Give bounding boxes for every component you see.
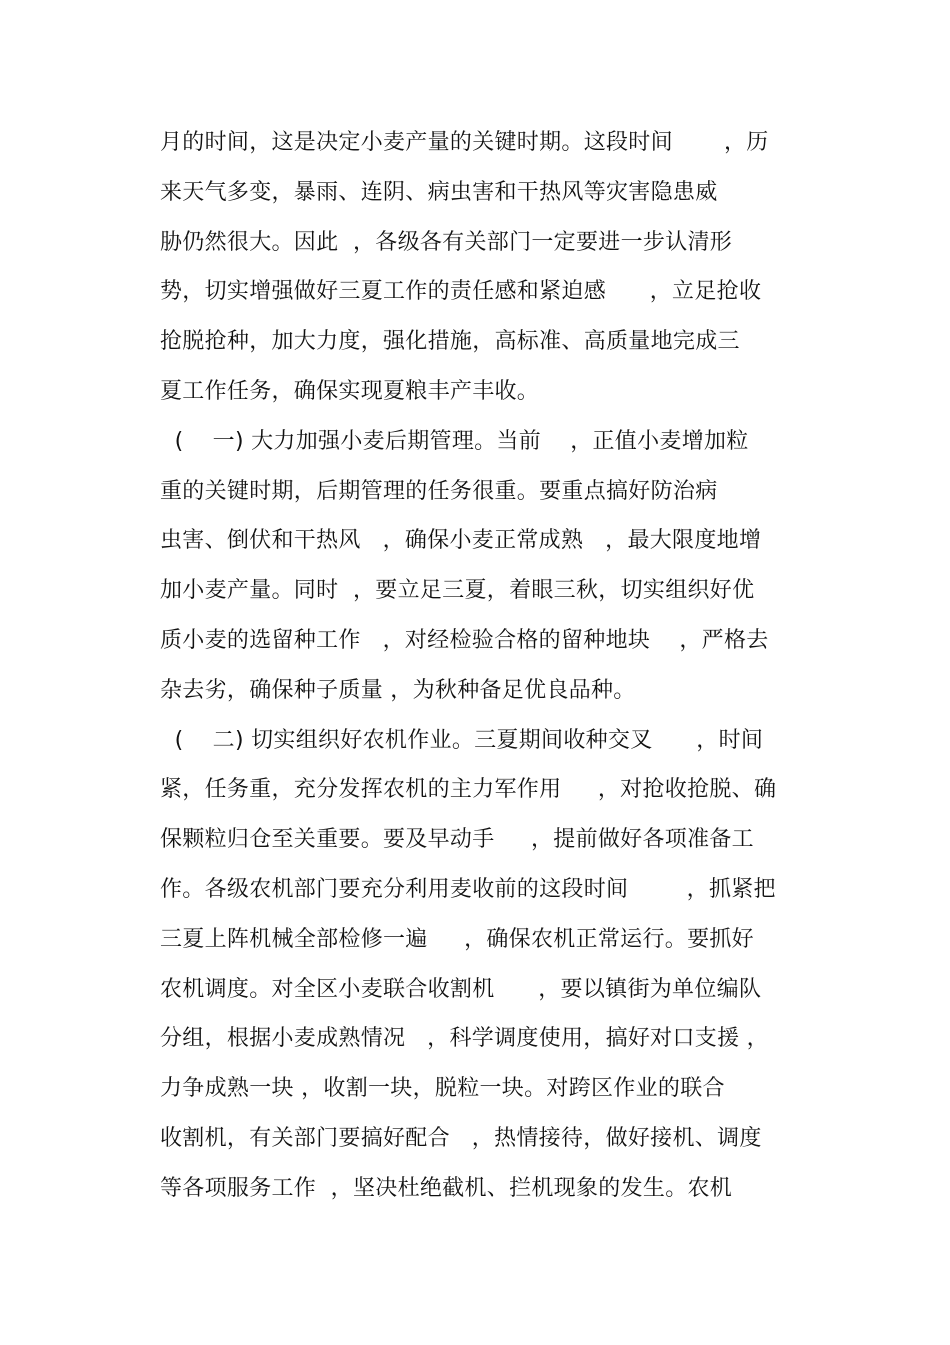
section-one-heading-line: ( 一) 大力加强小麦后期管理。当前 ，正值小麦增加粒: [160, 428, 749, 454]
text-line: 夏工作任务，确保实现夏粮丰产丰收。: [160, 378, 540, 404]
text-line: 虫害、倒伏和干热风 ，确保小麦正常成熟 ，最大限度地增: [160, 528, 762, 554]
text-line: 作。各级农机部门要充分利用麦收前的这段时间 ，抓紧把: [160, 876, 776, 902]
text-line: 势，切实增强做好三夏工作的责任感和紧迫感 ，立足抢收: [160, 279, 762, 305]
section-two-heading-line: ( 二) 切实组织好农机作业。三夏期间收种交叉 ，时间: [160, 727, 764, 753]
text-line: 三夏上阵机械全部检修一遍 ，确保农机正常运行。要抓好: [160, 926, 754, 952]
text-line: 加小麦产量。同时 ，要立足三夏，着眼三秋，切实组织好优: [160, 578, 755, 604]
text-line: 质小麦的选留种工作 ，对经检验合格的留种地块 ，严格去: [160, 627, 769, 653]
text-line: 等各项服务工作 ，坚决杜绝截机、拦机现象的发生。农机: [160, 1175, 733, 1201]
text-line: 胁仍然很大。因此 ，各级各有关部门一定要进一步认清形: [160, 229, 733, 255]
text-line: 重的关键时期，后期管理的任务很重。要重点搞好防治病: [160, 478, 718, 504]
text-line: 分组，根据小麦成熟情况 ，科学调度使用，搞好对口支援 ，: [160, 1026, 769, 1052]
text-line: 月的时间，这是决定小麦产量的关键时期。这段时间 ，历: [160, 130, 769, 155]
text-line: 农机调度。对全区小麦联合收割机 ，要以镇街为单位编队: [160, 976, 762, 1002]
text-line: 杂去劣，确保种子质量 ，为秋种备足优良品种。: [160, 677, 636, 703]
text-line: 力争成熟一块 ，收割一块，脱粒一块。对跨区作业的联合: [160, 1076, 725, 1102]
text-line: 抢脱抢种，加大力度，强化措施，高标准、高质量地完成三: [160, 329, 740, 355]
body-text: [160, 118, 800, 1214]
text-line: 收割机，有关部门要搞好配合 ，热情接待，做好接机、调度: [160, 1125, 762, 1151]
text-line: 保颗粒归仓至关重要。要及早动手 ，提前做好各项准备工: [160, 827, 754, 853]
text-line: 来天气多变，暴雨、连阴、病虫害和干热风等灾害隐患威: [160, 179, 718, 205]
text-line: 紧，任务重，充分发挥农机的主力军作用 ，对抢收抢脱、确: [160, 777, 777, 803]
